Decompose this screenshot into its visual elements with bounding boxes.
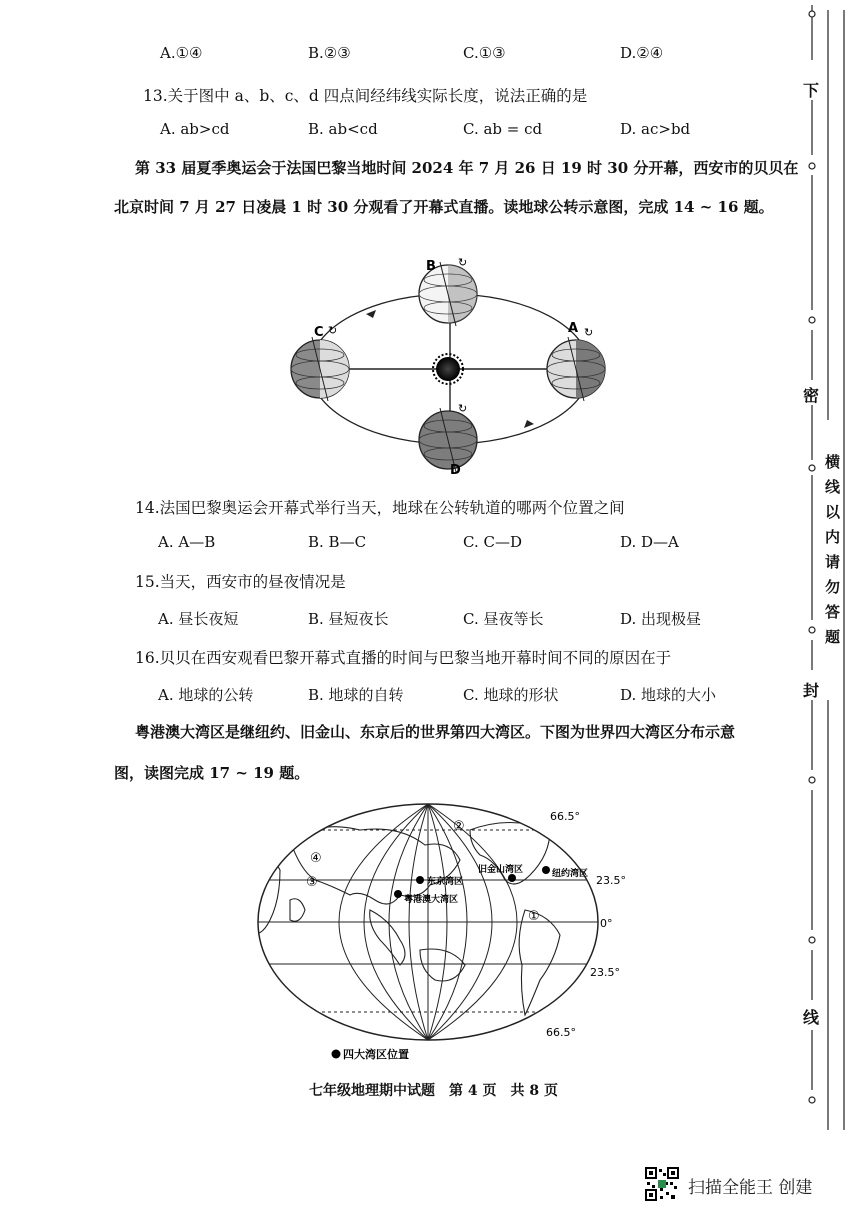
lat-23-5-n: 23.5° bbox=[596, 874, 626, 887]
svg-text:↻: ↻ bbox=[458, 256, 468, 269]
svg-text:↻: ↻ bbox=[458, 402, 468, 415]
label-sf-bay: 旧金山湾区 bbox=[478, 865, 524, 875]
q15-option-c: C. 昼夜等长 bbox=[463, 610, 544, 628]
world-bay-areas-map bbox=[250, 800, 640, 1070]
marker-1: ① bbox=[528, 909, 540, 924]
q16-option-d: D. 地球的大小 bbox=[620, 686, 717, 704]
earth-position-c bbox=[291, 324, 349, 401]
binding-char-4: 线 bbox=[803, 1008, 820, 1027]
lat-66-5-n: 66.5° bbox=[550, 810, 580, 823]
q15-option-d: D. 出现极昼 bbox=[620, 610, 702, 628]
svg-text:↻: ↻ bbox=[328, 324, 338, 337]
marker-3: ③ bbox=[306, 875, 318, 890]
q14-option-b: B. B—C bbox=[308, 533, 367, 551]
q14-option-a: A. A—B bbox=[158, 533, 216, 551]
page-footer: 七年级地理期中试题 第 4 页 共 8 页 bbox=[309, 1083, 558, 1099]
scanner-badge bbox=[644, 1164, 854, 1204]
marker-2: ② bbox=[453, 819, 465, 834]
q16-option-a: A. 地球的公转 bbox=[158, 686, 254, 704]
binding-notice: 横线以内请勿答题 bbox=[825, 453, 841, 646]
binding-char-3: 封 bbox=[803, 681, 820, 700]
earth-position-a bbox=[547, 321, 605, 401]
q14-stem: 14.法国巴黎奥运会开幕式举行当天，地球在公转轨道的哪两个位置之间 bbox=[135, 499, 625, 517]
map-legend: 四大湾区位置 bbox=[343, 1048, 409, 1061]
earth-revolution-figure bbox=[280, 252, 620, 477]
earth-position-b bbox=[419, 256, 477, 326]
label-tokyo-bay: 东京湾区 bbox=[427, 877, 464, 887]
scanner-badge-text: 扫描全能王 创建 bbox=[688, 1178, 813, 1198]
lat-23-5-s: 23.5° bbox=[590, 966, 620, 979]
label-b: B bbox=[426, 259, 436, 274]
q14-option-d: D. D—A bbox=[620, 533, 679, 551]
binding-char-1: 下 bbox=[803, 81, 820, 100]
q15-stem: 15.当天，西安市的昼夜情况是 bbox=[135, 573, 346, 591]
intro-17-19-line2: 图，读图完成 17 ~ 19 题。 bbox=[114, 764, 310, 782]
intro-14-16-line1: 第 33 届夏季奥运会于法国巴黎当地时间 2024 年 7 月 26 日 19 时 30 分开幕，西安市的贝贝在 bbox=[135, 159, 799, 177]
q12-option-c: C.①③ bbox=[463, 44, 506, 62]
q14-option-c: C. C—D bbox=[463, 533, 522, 551]
q16-option-b: B. 地球的自转 bbox=[308, 686, 404, 704]
label-c: C bbox=[314, 325, 324, 340]
q12-option-b: B.②③ bbox=[308, 44, 351, 62]
q16-stem: 16.贝贝在西安观看巴黎开幕式直播的时间与巴黎当地开幕时间不同的原因在于 bbox=[135, 649, 672, 667]
intro-17-19-line1: 粤港澳大湾区是继纽约、旧金山、东京后的世界第四大湾区。下图为世界四大湾区分布示意 bbox=[135, 723, 736, 741]
marker-4: ④ bbox=[310, 851, 322, 866]
svg-text:↻: ↻ bbox=[584, 326, 594, 339]
earth-position-d bbox=[419, 402, 477, 477]
label-a: A bbox=[568, 321, 579, 336]
q13-option-c: C. ab = cd bbox=[463, 120, 543, 138]
q12-option-a: A.①④ bbox=[160, 44, 203, 62]
qr-code-icon bbox=[644, 1166, 680, 1202]
intro-14-16-line2: 北京时间 7 月 27 日凌晨 1 时 30 分观看了开幕式直播。读地球公转示意图，完成 14 ~ 16 题。 bbox=[114, 198, 774, 216]
q12-option-d: D.②④ bbox=[620, 44, 664, 62]
lat-66-5-s: 66.5° bbox=[546, 1026, 576, 1039]
label-ny-bay: 纽约湾区 bbox=[552, 869, 589, 879]
q13-option-b: B. ab<cd bbox=[308, 120, 378, 138]
q16-option-c: C. 地球的形状 bbox=[463, 686, 559, 704]
label-d: D bbox=[450, 463, 461, 477]
q15-option-a: A. 昼长夜短 bbox=[158, 610, 239, 628]
lat-0: 0° bbox=[600, 917, 613, 930]
q13-option-d: D. ac>bd bbox=[620, 120, 691, 138]
q13-stem: 13.关于图中 a、b、c、d 四点间经纬线实际长度，说法正确的是 bbox=[143, 87, 588, 105]
q13-option-a: A. ab>cd bbox=[160, 120, 230, 138]
sun-icon bbox=[433, 354, 463, 384]
q15-option-b: B. 昼短夜长 bbox=[308, 610, 389, 628]
binding-char-2: 密 bbox=[803, 386, 820, 405]
label-gba: 粤港澳大湾区 bbox=[404, 895, 459, 905]
